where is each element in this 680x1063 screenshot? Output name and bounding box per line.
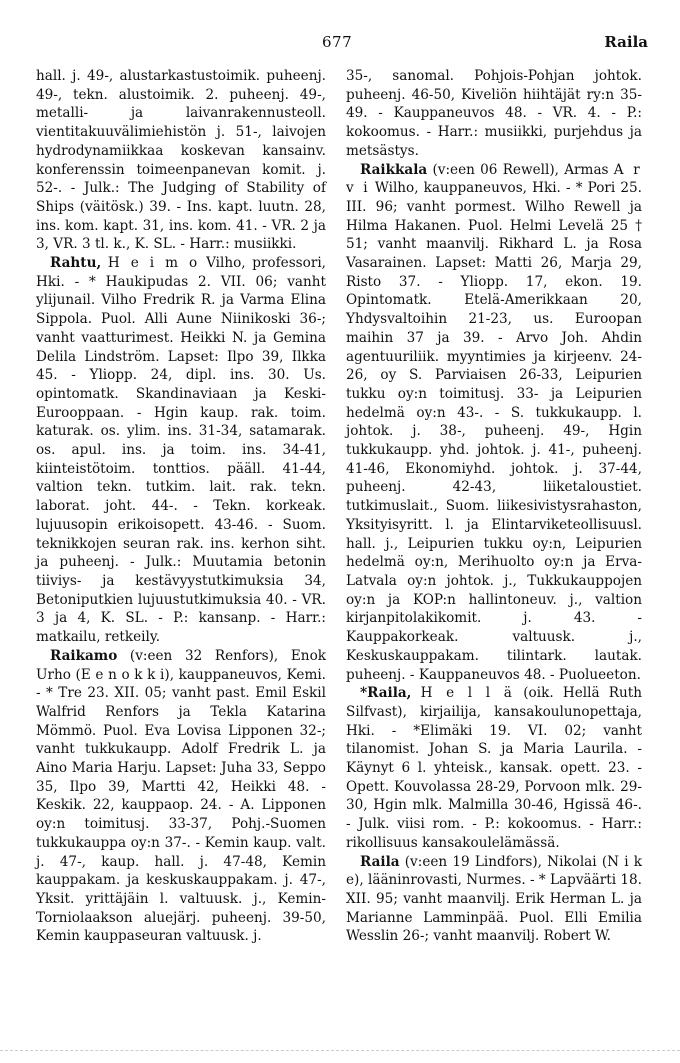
entry-text: Vilho, professori, Hki. - * Haukipudas 2. VII. 06; vanht ylijunail. Vilho Fredrik R. ja Varma Elina Sippola. Puol. Alli Aune Niinikoski 36-; vanht vaatturimest. Heikki N. ja Gemina Delila Lindström. Lapset: Ilpo 39, Ilkka 45. - Yliopp. 24, dipl. ins. 30. Us. opintomatk. Skandinaviaan ja Keski-Eurooppaan. - Hgin kaup. rak. toim. katurak. os. ylim. ins. 31-34, satamarak. os. apul. ins. ja toim. ins. 34-41, kiinteistötoim. tonttios. pääll. 41-44, valtion tekn. tutkim. lait. rak. tekn. laborat. joht. 44-. - Tekn. korkeak. lujuusopin erikoisopett. 43-46. - Suom. teknikkojen seuran rak. ins. kerhon siht. ja puheenj. - Julk.: Muutamia betonin tiiviys- ja kestävyystutkimuksia 34, Betoniputkien lujuustutkimuksia 40. - VR. 3 ja 4, K. SL. - P.: kansanp. - Harr.: matkailu, retkeily. bbox=[36, 255, 326, 646]
entry-continuation: hall. j. 49-, alustarkastustoimik. puheenj. 49-, tekn. alustoimik. 2. puheenj. 49-, metalli- ja laivanrakennusteoll. vientitakuuvälimiehistön j. 51-, laivojen hydrodynamiikkaa koskevan kansainv. konferenssin toimeenpanevan komit. j. 52-. - Julk.: The Judging of Stability of Ships (väitösk.) 39. - Ins. kapt. luutn. 28, ins. kom. kapt. 31, ins. kom. 41. - VR. 2 ja 3, VR. 3 tl. k., K. SL. - Harr.: musiikki. bbox=[36, 68, 326, 253]
entry-rahtu bbox=[36, 254, 326, 647]
entry-surname: Rahtu, bbox=[50, 255, 102, 272]
running-head: Raila bbox=[604, 33, 648, 51]
entry-text: (v:een 06 Rewell), Armas bbox=[427, 161, 614, 178]
entry-surname: Raila bbox=[360, 853, 400, 870]
entry-text: (oik. Hellä Ruth Silfvast), kirjailija, kansakoulunopettaja, Hki. - *Elimäki 19. VI. 02; vanht tilanomist. Johan S. ja Maria Laurila. - Käynyt 6 l. yhteisk., kansak. opett. 23. - Opett. Kouvolassa 28-29, Porvoon mlk. 29-30, Hgin mlk. Malmilla 30-46, Hgissä 46-. - Julk. viisi rom. - P.: kokoomus. - Harr.: rikollisuus kansakoulelämässä. bbox=[346, 685, 642, 851]
left-column bbox=[36, 67, 326, 946]
entry-surname: Raikamo bbox=[50, 647, 118, 664]
page-header bbox=[0, 33, 680, 55]
entry-text: (v:een 32 Renfors), Enok Urho (E e n o k k i), kauppaneuvos, Kemi. - * Tre 23. XII. 05; vanht past. Emil Eskil Walfrid Renfors ja Tekla Katarina Mömmö. Puol. Eva Lovisa Lipponen 32-; vanht tukkukaupp. Adolf Fredrik L. ja Aino Maria Harju. Lapset: Juha 33, Seppo 35, Ilpo 39, Martti 42, Heikki 48. - Keskik. 22, kauppaop. 24. - A. Lipponen oy:n toimitusj. 33-37, Pohj.-Suomen tukkukauppa oy:n 37-. - Kemin kaup. valt. j. 47-, kaup. hall. j. 47-48, Kemin kauppakam. ja keskuskauppakam. j. 47-, Yksit. yrittäjäin l. valtuusk. j., Kemin-Torniolaakson aluejärj. puheenj. 39-50, Kemin kauppaseuran valtuusk. j. bbox=[36, 647, 326, 945]
entry-given-name: H e l l ä bbox=[420, 685, 515, 702]
entry-continuation: 35-, sanomal. Pohjois-Pohjan johtok. puheenj. 46-50, Kiveliön hiihtäjät ry:n 35-49. - Kauppaneuvos 48. - VR. 4. - P.: kokoomus. - Harr.: musiikki, purjehdus ja metsästys. bbox=[346, 68, 642, 159]
entry-raila-hella bbox=[346, 684, 642, 852]
entry-text: (v:een 19 Lindfors), Nikolai (N i k e), lääninrovasti, Nurmes. - * Lapväärti 18. XII. 95; vanht maanvilj. Erik Herman L. ja Marianne Lamminpää. Puol. Elli Emilia Wesslin 26-; vanht maanvilj. Robert W. bbox=[346, 853, 643, 945]
entry-surname: *Raila, bbox=[360, 685, 412, 702]
entry-text: Wilho, kauppaneuvos, Hki. - * Pori 25. III. 96; vanht pormest. Wilho Rewell ja Hilma Hakanen. Puol. Helmi Levelä 25 † 51; vanht maanvilj. Rikhard L. ja Rosa Vasarainen. Lapset: Matti 26, Marja 29, Risto 37. - Yliopp. 17, ekon. 19. Opintomatk. Etelä-Amerikkaan 20, Yhdysvaltoihin 21-23, us. Euroopan maihin 37 ja 39. - Arvo Joh. Ahdin agentuuriliik. myyntimies ja kirjeenv. 24-26, oy S. Parviaisen 26-33, Leipurien tukku oy:n toimitusj. 33- ja Leipurien hedelmä oy:n 43-. - S. tukkukaupp. l. johtok. j. 38-, puheenj. 49-, Hgin tukkukaupp. yhd. johtok. j. 41-, puheenj. 41-46, Ekonomiyhd. johtok. j. 37-44, puheenj. 42-43, liiketaloustiet. tutkimuslait., Suom. liikesivistysrahaston, Yksityisyritt. l. ja Elintarviketeollisuusl. hall. j., Leipurien tukku oy:n, Leipurien hedelmä oy:n, Merihuolto oy:n ja Erva-Latvala oy:n johtok. j., Tukkukauppojen oy:n ja KOP:n hallintoneuv. j., valtion kirjanpitolakikomit. j. 43. - Kauppakorkeak. valtuusk. j., Keskuskauppakam. tilintark. lautak. puheenj. - Kauppaneuvos 48. - Puolueeton. bbox=[346, 180, 642, 683]
entry-given-name: H e i m o bbox=[107, 255, 200, 272]
entry-given-name: A r v i bbox=[346, 161, 642, 197]
entry-surname: Raikkala bbox=[360, 161, 428, 178]
entry-raila-nikolai bbox=[346, 853, 642, 947]
entry-raikkala bbox=[346, 161, 642, 685]
page-number: 677 bbox=[322, 33, 353, 51]
right-column bbox=[346, 67, 642, 946]
page-bottom-edge bbox=[0, 1050, 680, 1052]
entry-raikamo bbox=[36, 647, 326, 946]
